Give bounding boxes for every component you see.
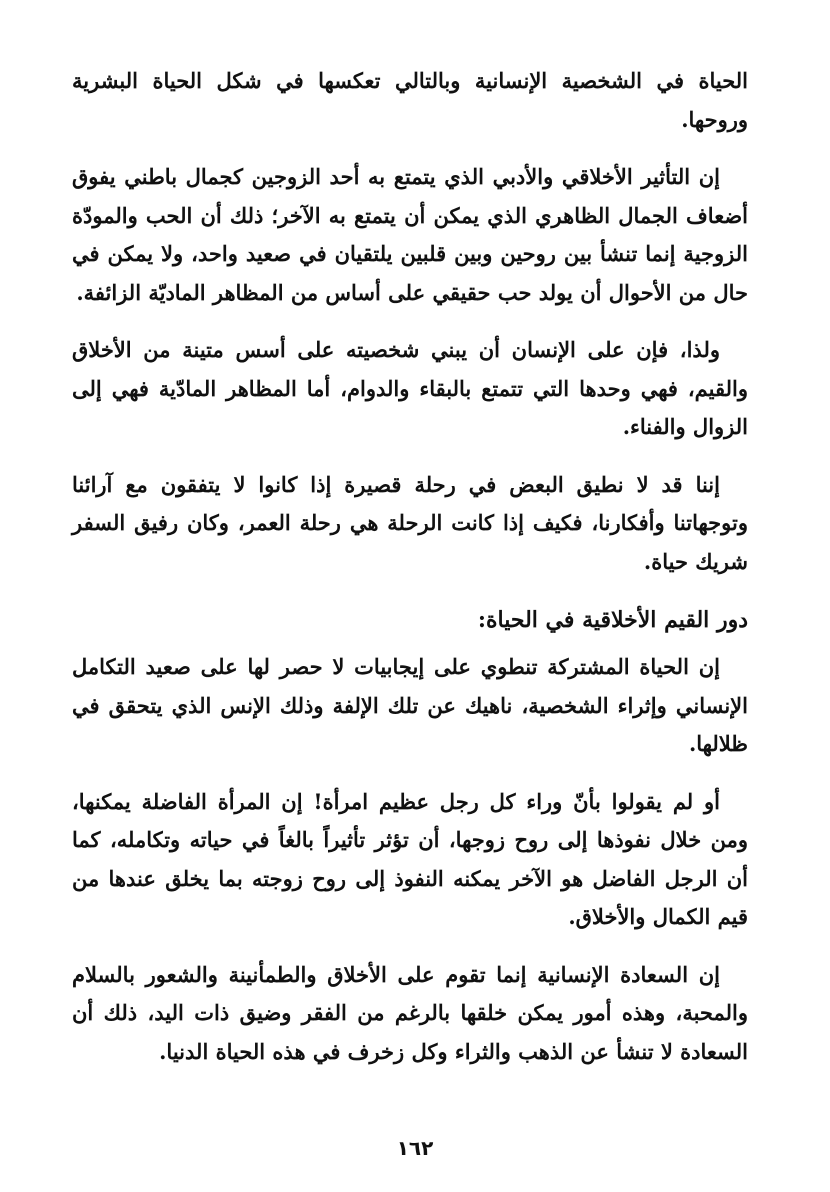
- paragraph-5: إن الحياة المشتركة تنطوي على إيجابيات لا حصر لها على صعيد التكامل الإنساني وإثراء الشخصية، ناهيك عن تلك الإلفة وذلك الإنس الذي يتحقق في ظلالها.: [72, 654, 748, 756]
- section-heading: دور القيم الأخلاقية في الحياة:: [477, 607, 748, 633]
- paragraph-gap: [72, 937, 748, 956]
- paragraph-gap: [72, 312, 748, 331]
- paragraph-gap: [72, 764, 748, 783]
- paragraph-gap: [72, 581, 748, 600]
- paragraph-3: ولذا، فإن على الإنسان أن يبني شخصيته على أسس متينة من الأخلاق والقيم، فهي وحدها التي تتمتع بالبقاء والدوام، أما المظاهر المادّية فهي إلى الزوال والفناء.: [72, 337, 748, 439]
- paragraph-7: إن السعادة الإنسانية إنما تقوم على الأخلاق والطمأنينة والشعور بالسلام والمحبة، وهذه أمور يمكن خلقها بالرغم من الفقر وضيق ذات اليد، ذلك أن السعادة لا تنشأ عن الذهب والثراء وكل زخرف في هذه الحياة الدنيا.: [72, 961, 748, 1064]
- paragraph-gap: [72, 447, 748, 466]
- paragraph-1: الحياة في الشخصية الإنسانية وبالتالي تعكسها في شكل الحياة البشرية وروحها.: [72, 68, 748, 132]
- paragraph-6: أو لم يقولوا بأنّ وراء كل رجل عظيم امرأة! إن المرأة الفاضلة يمكنها، ومن خلال نفوذها إلى روح زوجها، أن تؤثر تأثيراً بالغاً في حياته وتكامله، كما أن الرجل الفاضل هو الآخر يمكنه النفوذ إلى روح زوجته بما يخلق عندها من قيم الكمال والأخلاق.: [72, 788, 748, 929]
- paragraph-4: إننا قد لا نطيق البعض في رحلة قصيرة إذا كانوا لا يتفقون مع آرائنا وتوجهاتنا وأفكارنا، فكيف إذا كانت الرحلة هي رحلة العمر، وكان رفيق السفر شريك حياة.: [72, 471, 748, 574]
- page-number: ١٦٢: [396, 1136, 434, 1160]
- heading-gap: [72, 640, 748, 648]
- paragraph-gap: [72, 139, 748, 158]
- page-body: [72, 62, 748, 1172]
- paragraph-2: إن التأثير الأخلاقي والأدبي الذي يتمتع به أحد الزوجين كجمال باطني يفوق أضعاف الجمال الظاهري الذي يمكن أن يتمتع به الآخر؛ ذلك أن الحب والمودّة الزوجية إنما تنشأ بين روحين وبين قلبين يلتقيان في صعيد واحد، ولا يمكن في حال من الأحوال أن يولد حب حقيقي على أساس من المظاهر الماديّة الزائفة.: [72, 164, 748, 305]
